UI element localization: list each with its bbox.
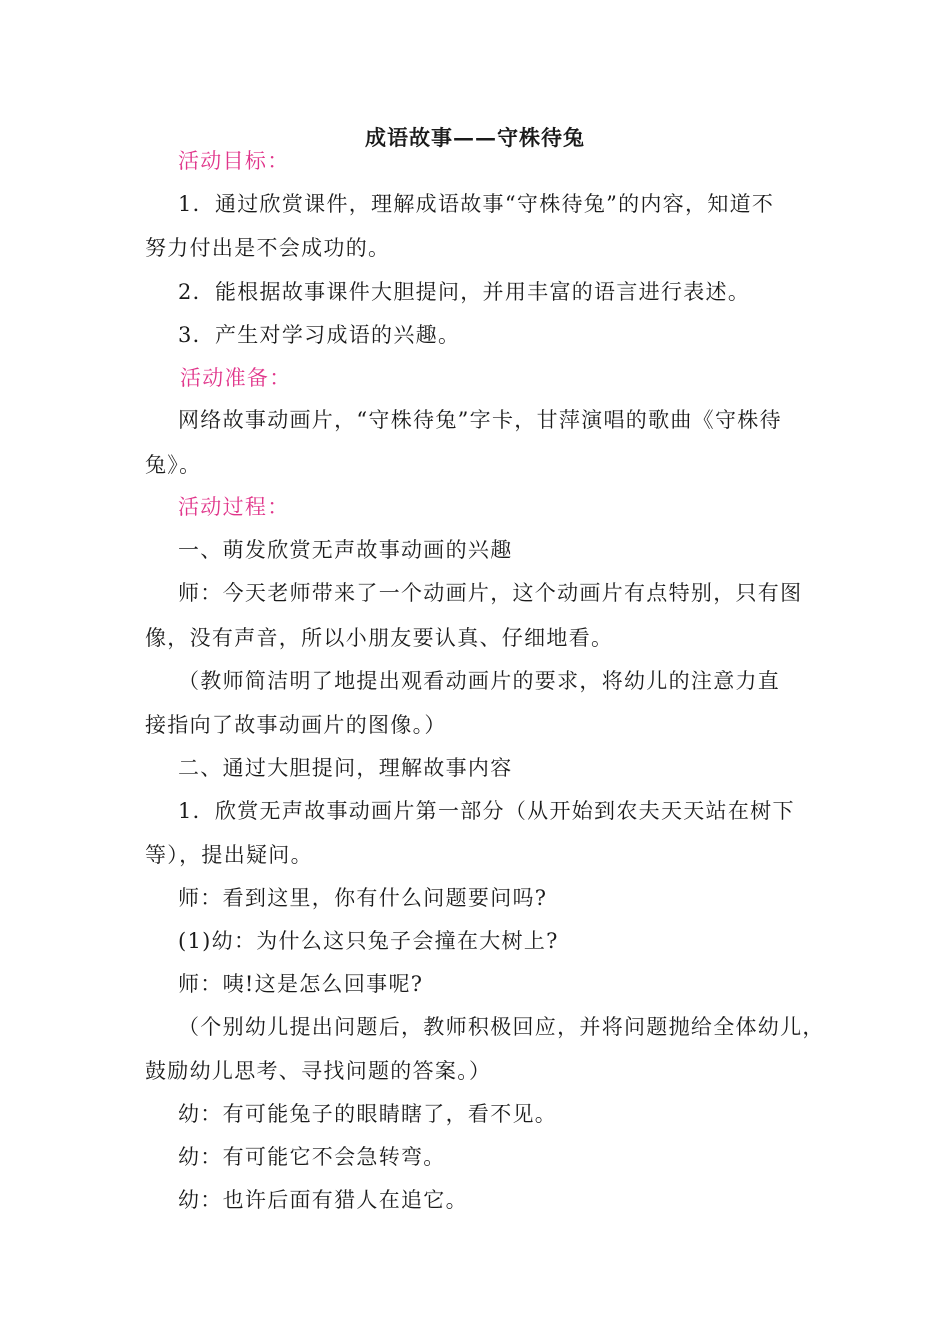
page-title: 成语故事——守株待兔 bbox=[365, 125, 585, 150]
paragraph-line: 努力付出是不会成功的。 bbox=[145, 236, 391, 260]
paragraph-line: 网络故事动画片，“守株待兔”字卡，甘萍演唱的歌曲《守株待 bbox=[178, 408, 782, 432]
paragraph-line: 师：咦!这是怎么回事呢? bbox=[178, 972, 424, 996]
paragraph-line: (1)幼：为什么这只兔子会撞在大树上? bbox=[178, 929, 559, 953]
paragraph-line: 鼓励幼儿思考、寻找问题的答案。） bbox=[145, 1059, 492, 1083]
section-heading-goals: 活动目标： bbox=[178, 149, 290, 173]
paragraph-line: 幼：有可能兔子的眼睛瞎了，看不见。 bbox=[178, 1102, 558, 1126]
paragraph-line: （个别幼儿提出问题后，教师积极回应，并将问题抛给全体幼儿， bbox=[178, 1015, 825, 1039]
paragraph-line: 3．产生对学习成语的兴趣。 bbox=[178, 323, 461, 347]
paragraph-line: 幼：也许后面有猎人在追它。 bbox=[178, 1188, 468, 1212]
paragraph-line: 接指向了故事动画片的图像。） bbox=[145, 713, 447, 737]
paragraph-line: （教师简洁明了地提出观看动画片的要求，将幼儿的注意力直 bbox=[178, 669, 781, 693]
paragraph-line: 1．欣赏无声故事动画片第一部分（从开始到农夫天天站在树下 bbox=[178, 799, 795, 823]
paragraph-line: 1．通过欣赏课件，理解成语故事“守株待兔”的内容，知道不 bbox=[178, 192, 775, 216]
paragraph-line: 幼：有可能它不会急转弯。 bbox=[178, 1145, 446, 1169]
paragraph-line: 师：今天老师带来了一个动画片，这个动画片有点特别，只有图 bbox=[178, 581, 803, 605]
paragraph-line: 二、通过大胆提问，理解故事内容 bbox=[178, 756, 513, 780]
section-heading-preparation: 活动准备： bbox=[180, 366, 292, 390]
paragraph-line: 一、萌发欣赏无声故事动画的兴趣 bbox=[178, 538, 513, 562]
section-heading-process: 活动过程： bbox=[178, 495, 290, 519]
paragraph-line: 像，没有声音，所以小朋友要认真、仔细地看。 bbox=[145, 626, 614, 650]
paragraph-line: 师：看到这里，你有什么问题要问吗? bbox=[178, 886, 548, 910]
paragraph-line: 等），提出疑问。 bbox=[145, 843, 313, 867]
paragraph-line: 兔》。 bbox=[145, 453, 202, 477]
paragraph-line: 2．能根据故事课件大胆提问，并用丰富的语言进行表述。 bbox=[178, 280, 751, 304]
